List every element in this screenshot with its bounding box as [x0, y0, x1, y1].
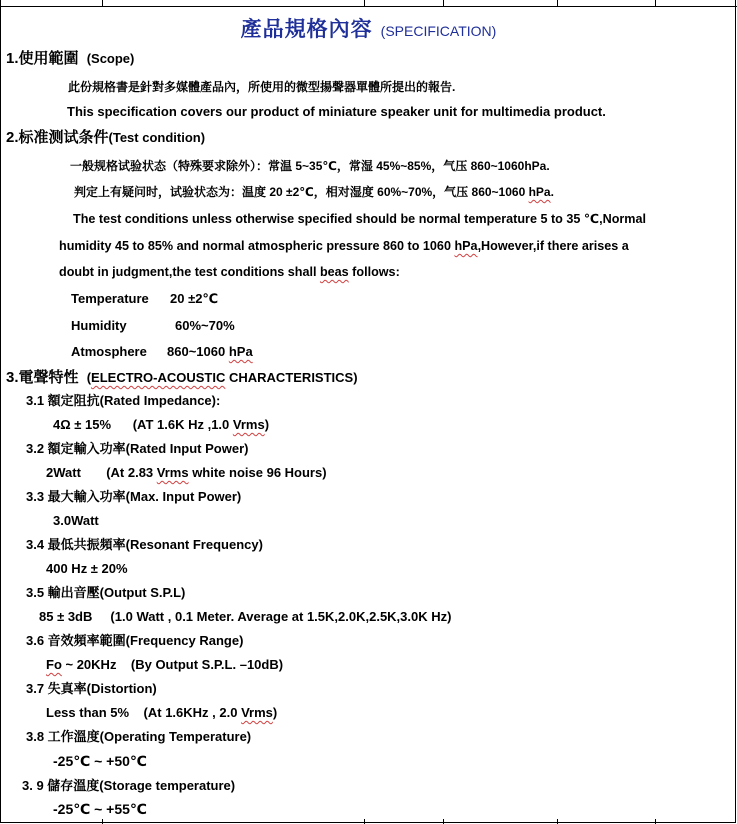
item-3-1-value-c: )	[264, 417, 270, 432]
atmosphere-value-b: hPa	[228, 344, 253, 359]
title-english: (SPECIFICATION)	[380, 23, 497, 39]
item-3-7-value-b: Vrms	[241, 705, 273, 720]
item-3-2-value-c: white noise 96 Hours)	[188, 465, 327, 480]
humidity-label: Humidity	[71, 318, 127, 333]
section-3-heading-en-a: (	[86, 370, 92, 385]
section-2-zh2-part-c: .	[550, 185, 554, 199]
section-2-en2-part-b: hPa	[454, 239, 478, 253]
temperature-value: 20 ±2℃	[170, 291, 219, 306]
item-3-8-title: 3.8 工作溫度(Operating Temperature)	[26, 729, 252, 744]
section-1-text-en: This specification covers our product of miniature speaker unit for multimedia product.	[67, 104, 606, 119]
section-3-heading-en-c: CHARACTERISTICS)	[225, 370, 358, 385]
item-3-2-value-b: Vrms	[156, 465, 189, 480]
item-3-6-value-a: Fo	[46, 657, 62, 672]
top-grid-border	[0, 0, 737, 7]
section-3-heading-en	[87, 370, 358, 385]
item-3-1-title: 3.1 額定阻抗(Rated Impedance):	[26, 393, 221, 408]
section-2-en2-part-c: ,However,if there arises a	[477, 239, 629, 253]
section-1-heading-en: (Scope)	[86, 51, 135, 66]
item-3-3-value: 3.0Watt	[53, 513, 99, 528]
section-2-text-en-2	[59, 238, 629, 254]
item-3-6-title: 3.6 音效頻率範圍(Frequency Range)	[26, 633, 244, 648]
item-3-1-value-a: 4Ω ± 15% (AT 1.6K Hz ,1.0	[53, 417, 233, 432]
section-2-en3-part-a: doubt in judgment,the test conditions shall	[59, 265, 320, 279]
item-3-4-title: 3.4 最低共振頻率(Resonant Frequency)	[26, 537, 263, 552]
humidity-value: 60%~70%	[175, 318, 235, 333]
section-1-text-zh: 此份規格書是針對多媒體產品內，所使用的微型揚聲器單體所提出的報告.	[68, 80, 456, 94]
section-3-heading	[6, 370, 358, 386]
item-3-4-value: 400 Hz ± 20%	[46, 561, 128, 576]
item-3-6-value-b: ~ 20KHz (By Output S.P.L. –10dB)	[61, 657, 284, 672]
section-2-text-en-1: The test conditions unless otherwise specified should be normal temperature 5 to 35 ℃,Normal	[73, 212, 646, 226]
section-2-text-zh-1: 一般规格试验状态（特殊要求除外）：常温 5~35℃，常湿 45%~85%，气压 860~1060hPa.	[70, 159, 550, 173]
item-3-5-title: 3.5 輸出音壓(Output S.P.L)	[26, 585, 186, 600]
item-3-6-value	[46, 657, 283, 673]
section-2-zh2-part-a: 判定上有疑问时，试验状态为：温度 20 ±2℃，相对湿度 60%~70%，气压 860~1060	[74, 185, 529, 199]
section-3-heading-zh: 3.電聲特性	[6, 369, 79, 386]
item-3-9-title: 3. 9 儲存溫度(Storage temperature)	[22, 778, 236, 793]
item-3-8-value: -25℃ ~ +50℃	[53, 753, 147, 769]
item-3-2-value-a: 2Watt (At 2.83	[46, 465, 157, 480]
item-3-1-value-b: Vrms	[232, 417, 265, 432]
section-2-heading-zh: 2.标准测试条件	[6, 129, 109, 146]
section-2-en3-part-b: beas	[319, 265, 349, 279]
section-2-text-zh-2	[74, 184, 554, 200]
page-title	[0, 15, 737, 45]
section-1-heading	[6, 51, 134, 67]
section-2-en3-part-c: follows:	[348, 265, 400, 279]
section-3-heading-en-b: ELECTRO-ACOUSTIC	[91, 370, 226, 385]
temperature-label: Temperature	[71, 291, 149, 306]
item-3-2-title: 3.2 額定輸入功率(Rated Input Power)	[26, 441, 249, 456]
item-3-3-title: 3.3 最大輸入功率(Max. Input Power)	[26, 489, 242, 504]
section-2-text-en-3	[59, 264, 400, 280]
section-2-heading	[6, 130, 205, 146]
item-3-7-value-a: Less than 5% (At 1.6KHz , 2.0	[46, 705, 242, 720]
title-chinese: 產品規格內容	[240, 16, 373, 41]
item-3-1-value	[53, 417, 269, 433]
atmosphere-value	[167, 344, 253, 360]
item-3-9-value: -25℃ ~ +55℃	[53, 801, 147, 817]
section-2-zh2-part-b: hPa	[528, 185, 551, 199]
item-3-5-value: 85 ± 3dB (1.0 Watt , 0.1 Meter. Average at 1.5K,2.0K,2.5K,3.0K Hz)	[39, 609, 452, 624]
item-3-2-value	[46, 465, 327, 481]
atmosphere-label: Atmosphere	[71, 344, 147, 359]
item-3-7-value	[46, 705, 277, 721]
item-3-7-value-c: )	[272, 705, 278, 720]
section-2-en2-part-a: humidity 45 to 85% and normal atmospheric pressure 860 to 1060	[59, 239, 455, 253]
section-1-heading-zh: 1.使用範圍	[6, 50, 79, 67]
section-2-heading-en: (Test condition)	[108, 130, 206, 145]
bottom-grid-border	[0, 819, 737, 824]
atmosphere-value-a: 860~1060	[167, 344, 229, 359]
item-3-7-title: 3.7 失真率(Distortion)	[26, 681, 157, 696]
